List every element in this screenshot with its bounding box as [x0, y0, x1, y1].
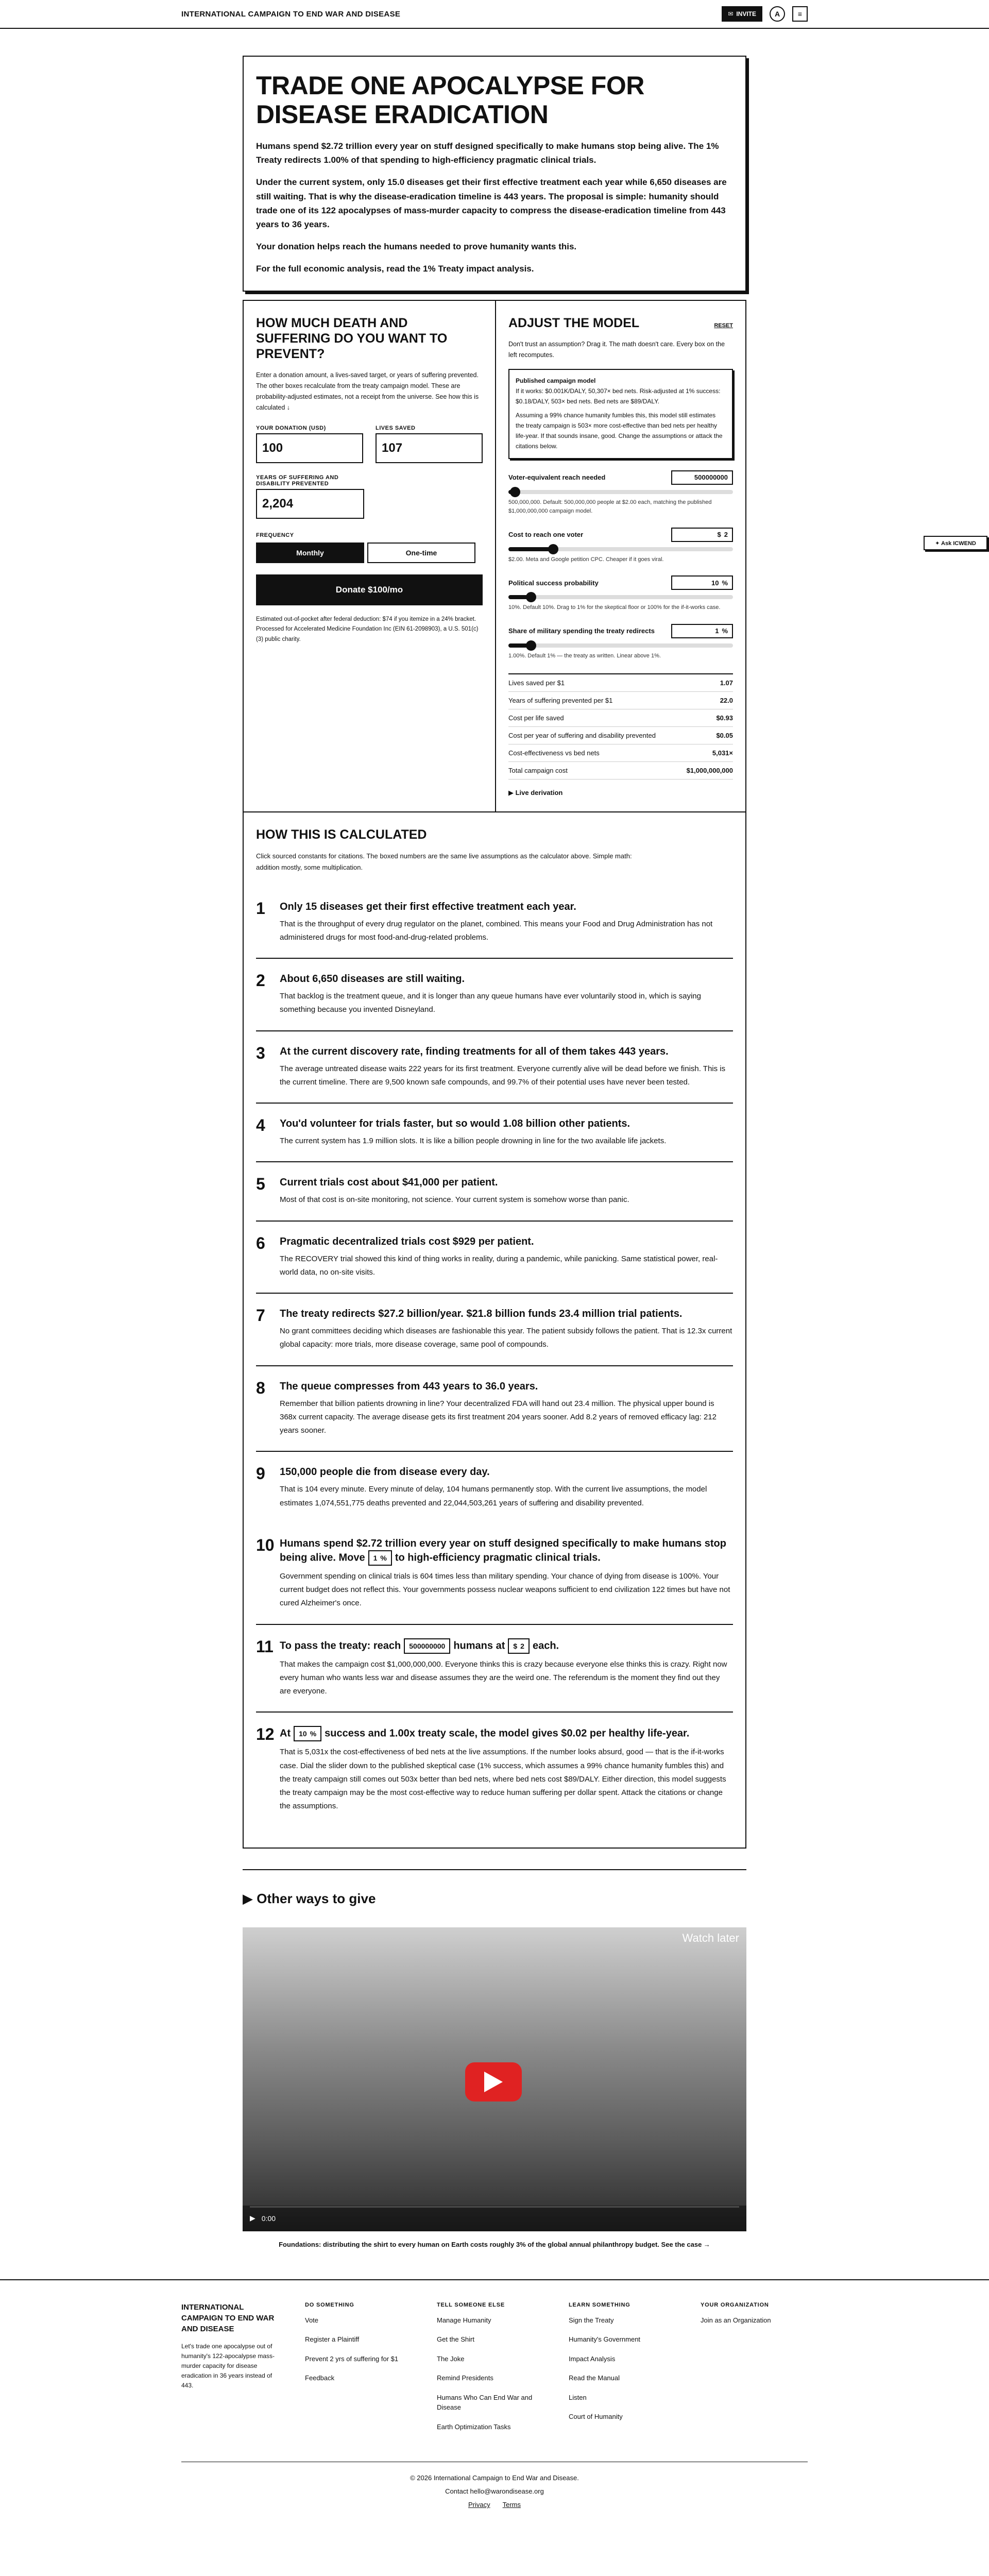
step-number: 9 [256, 1464, 265, 1483]
hero-paragraph-4[interactable]: For the full economic analysis, read the 1% Treaty impact analysis. [256, 264, 534, 274]
step-title: Only 15 diseases get their first effective treatment each year. [280, 901, 576, 912]
adjust-title: ADJUST THE MODEL [508, 315, 640, 330]
step-text: That makes the campaign cost $1,000,000,000. Everyone thinks this is crazy because everyone else thinks this is crazy. Right now every human who wants less war and disease assumes they are the weird one. The referendum is the moment they find out they are everyone. [280, 1659, 727, 1696]
video-caption[interactable]: Foundations: distributing the shirt to every human on Earth costs roughly 3% of the global annual philanthropy budget. See the case → [279, 2240, 710, 2248]
footer-column [569, 2302, 676, 2442]
step-text: The current system has 1.9 million slots. It is like a billion people drowning in line for the two available life jackets. [280, 1137, 667, 1146]
step-text: No grant committees deciding which diseases are fashionable this year. The patient subsidy follows the patient. That is 12.3x current global capacity: more trials, more disease coverage, same pool of compounds. [280, 1327, 732, 1349]
step-title: At the current discovery rate, finding treatments for all of them takes 443 years. [280, 1045, 669, 1057]
hero-paragraph-3: Your donation helps reach the humans needed to prove humanity wants this. [256, 242, 577, 252]
copyright: © 2026 International Campaign to End War and Disease. [410, 2474, 579, 2482]
step-5 [256, 1162, 733, 1221]
footer-link[interactable]: The Joke [437, 2354, 465, 2363]
result-label: Total campaign cost [508, 766, 568, 774]
step-title: Pragmatic decentralized trials cost $929 per patient. [280, 1235, 534, 1247]
step-text: That is the throughput of every drug regulator on the planet, combined. This means your Food and Drug Administration has not administered drugs for most food-and-drug-related problems. [280, 919, 713, 942]
slider-label: Political success probability [508, 579, 599, 587]
step-number: 8 [256, 1378, 265, 1397]
slider-label: Cost to reach one voter [508, 531, 584, 539]
step-number: 11 [256, 1637, 274, 1656]
unit-suffix: % [722, 579, 728, 587]
years-label: YEARS OF SUFFERING AND DISABILITY PREVENTED [256, 474, 339, 487]
donation-label: YOUR DONATION (USD) [256, 425, 326, 431]
footer-link[interactable]: Read the Manual [569, 2374, 620, 2382]
hero-card [243, 56, 746, 292]
result-label: Cost per year of suffering and disability prevented [508, 731, 656, 739]
slider-value: 2 [724, 531, 728, 539]
hamburger-menu-icon[interactable]: ≡ [792, 6, 808, 22]
donation-input[interactable]: 100 [256, 433, 363, 463]
result-row [508, 762, 733, 779]
video-controls [243, 2206, 746, 2231]
step-title-part: each. [532, 1640, 559, 1652]
ask-assistant-button[interactable]: ✦ Ask ICWEND [924, 536, 987, 550]
slider-value-input[interactable] [671, 575, 733, 590]
result-value: $1,000,000,000 [686, 766, 733, 774]
cost-value: 2 [520, 1641, 524, 1650]
footer-link[interactable]: Prevent 2 yrs of suffering for $1 [305, 2354, 399, 2363]
donation-calculator [244, 301, 496, 811]
slider-handle[interactable] [526, 592, 536, 602]
result-label: Cost per life saved [508, 714, 564, 722]
slider-fill [508, 547, 553, 551]
step-text: Most of that cost is on-site monitoring, not science. Your current system is somehow worse than panic. [280, 1195, 629, 1205]
adjust-intro: Don't trust an assumption? Drag it. The math doesn't care. Every box on the left recomputes. [508, 340, 725, 359]
page-title: TRADE ONE APOCALYPSE FOR DISEASE ERADICATION [256, 71, 644, 129]
footer-link[interactable]: Humans Who Can End War and Disease [437, 2393, 533, 2412]
frequency-label: FREQUENCY [256, 532, 294, 538]
success-value: 10 [299, 1730, 307, 1738]
step-title-part: success and 1.00x treaty scale, the model gives $0.02 per healthy life-year. [325, 1727, 690, 1739]
contact-link[interactable]: Contact hello@warondisease.org [445, 2487, 544, 2496]
invite-button[interactable] [722, 6, 762, 22]
step-title-part: At [280, 1727, 291, 1739]
footer-link[interactable]: Humanity's Government [569, 2335, 641, 2344]
step-2 [256, 959, 733, 1031]
footer-link[interactable]: Sign the Treaty [569, 2316, 614, 2324]
result-row [508, 674, 733, 692]
footer-link[interactable]: Impact Analysis [569, 2354, 616, 2363]
step-number: 5 [256, 1175, 265, 1194]
step-number: 3 [256, 1043, 265, 1062]
step-text: That backlog is the treatment queue, and it is longer than any queue humans have ever voluntarily stood in, which is saying something because you invented Disneyland. [280, 992, 701, 1014]
slider-label: Share of military spending the treaty redirects [508, 627, 655, 635]
slider-handle[interactable] [548, 544, 558, 554]
footer-brand: INTERNATIONAL CAMPAIGN TO END WAR AND DISEASE [181, 2302, 275, 2333]
reset-button[interactable]: RESET [714, 322, 733, 329]
slider-track[interactable] [508, 547, 733, 551]
result-row [508, 727, 733, 744]
step-number: 10 [256, 1535, 275, 1554]
step-text: The RECOVERY trial showed this kind of thing works in reality, during a pandemic, while panicking. Same statistical power, real-world data, no on-site visits. [280, 1254, 718, 1277]
slider-value: 10 [711, 579, 719, 587]
step-text: That is 5,031x the cost-effectiveness of bed nets at the live assumptions. If the number looks absurd, good — that is the if-it-works case. Dial the slider down to the published skeptical case (1% success, which assumes a 99% chance humanity fumbles this) and the treaty campaign still comes out 503x better than bed nets, where bed nets cost $89/DALY. Either direction, this model suggests the treaty campaign may be the most cost-effective way to reduce human suffering per dollar spent. Attack the citations or change the assumptions. [280, 1748, 726, 1811]
footer-link[interactable]: Manage Humanity [437, 2316, 491, 2324]
step-10 [256, 1523, 733, 1625]
step-number: 4 [256, 1116, 265, 1135]
footer-link[interactable]: Register a Plaintiff [305, 2335, 360, 2344]
result-row [508, 744, 733, 762]
step-title-part: Humans spend $2.72 trillion every year on stuff designed specifically to make humans stop being alive. Move [280, 1537, 726, 1564]
redirect-share-input[interactable]: 1 % [368, 1550, 392, 1566]
success-input[interactable]: 10 % [294, 1726, 321, 1741]
cost-input[interactable]: $ 2 [508, 1638, 530, 1654]
step-number: 6 [256, 1233, 265, 1252]
footer-link[interactable]: Feedback [305, 2374, 335, 2382]
slider-note: 10%. Default 10%. Drag to 1% for the skeptical floor or 100% for the if-it-works case. [508, 604, 721, 611]
unit-prefix: $ [717, 531, 721, 539]
live-derivation-toggle[interactable]: ▶ Live derivation [508, 788, 563, 796]
footer-column-heading: DO SOMETHING [305, 2301, 354, 2308]
step-text: That is 104 every minute. Every minute of delay, 104 humans permanently stop. With the current live assumptions, the model estimates 1,074,551,775 deaths prevented and 22,044,503,261 years of suffering and disability prevented. [280, 1485, 707, 1507]
slider-value: 500000000 [694, 473, 728, 482]
result-row [508, 709, 733, 727]
adjust-model-panel [496, 301, 745, 811]
other-ways-toggle[interactable]: ▶ Other ways to give [243, 1869, 746, 1907]
step-12 [256, 1713, 733, 1826]
published-text-2: Assuming a 99% chance humanity fumbles this, this model still estimates the treaty campaign is 503× more cost-effective than bed nets per healthy life-year. If that sounds insane, good. Change the assumptions or attack the citations below. [516, 412, 723, 450]
slider-note: $2.00. Meta and Google petition CPC. Cheaper if it goes viral. [508, 556, 664, 563]
invite-label: INVITE [736, 10, 756, 18]
footer-column-heading: LEARN SOMETHING [569, 2301, 630, 2308]
how-calculated-section [244, 812, 745, 1848]
result-value: 5,031× [712, 749, 733, 757]
footer-column-heading: YOUR ORGANIZATION [701, 2301, 769, 2308]
privacy-link[interactable]: Privacy [468, 2501, 490, 2509]
slider-label: Voter-equivalent reach needed [508, 473, 606, 482]
footer-link[interactable]: Earth Optimization Tasks [437, 2422, 511, 2431]
footer-link[interactable]: Join as an Organization [701, 2316, 771, 2324]
model-slider [508, 624, 733, 661]
top-nav [0, 0, 989, 29]
unit-suffix: % [722, 627, 728, 635]
footer-column-heading: TELL SOMEONE ELSE [437, 2301, 505, 2308]
step-title: 150,000 people die from disease every day. [280, 1466, 490, 1478]
published-title: Published campaign model [516, 377, 596, 384]
slider-value: 1 [715, 627, 719, 635]
footer-link[interactable]: Listen [569, 2393, 587, 2401]
step-title-part: humans at [453, 1640, 505, 1652]
how-intro: Click sourced constants for citations. The boxed numbers are the same live assumptions as the calculator above. Simple math: addition mostly, some multiplication. [256, 852, 632, 871]
lives-label: LIVES SAVED [376, 425, 416, 431]
slider-track[interactable] [508, 643, 733, 648]
frequency-one-time-toggle[interactable]: One-time [367, 543, 475, 563]
step-title: About 6,650 diseases are still waiting. [280, 973, 465, 985]
published-model-box [508, 369, 733, 459]
slider-handle[interactable] [526, 640, 536, 651]
step-title: The queue compresses from 443 years to 36.0 years. [280, 1380, 538, 1392]
hero-paragraph-1: Humans spend $2.72 trillion every year on stuff designed specifically to make humans stop being alive. The 1% Treaty redirects 1.00% of that spending to high-efficiency pragmatic clinical trials. [256, 141, 719, 165]
slider-value-input[interactable] [671, 528, 733, 542]
watch-later-button[interactable]: Watch later [682, 1931, 739, 1944]
how-title: HOW THIS IS CALCULATED [256, 827, 427, 842]
slider-value-input[interactable] [671, 470, 733, 485]
result-value: $0.93 [716, 714, 733, 722]
result-value: $0.05 [716, 731, 733, 739]
video-player[interactable] [243, 1927, 746, 2231]
step-9 [256, 1452, 733, 1523]
calculator-section [243, 300, 746, 1849]
years-input[interactable]: 2,204 [256, 489, 364, 519]
lives-input[interactable]: 107 [376, 433, 483, 463]
result-row [508, 692, 733, 709]
result-label: Years of suffering prevented per $1 [508, 696, 613, 704]
step-text: The average untreated disease waits 222 years for its first treatment. Everyone currently alive will be dead before we finish. This is the current timeline. There are 9,500 known safe compounds, and 99.7% of their potential uses have never been tested. [280, 1064, 726, 1087]
footer-blurb: Let's trade one apocalypse out of humanity's 122-apocalypse mass-murder capacity for disease eradication in 36 years instead of 443. [181, 2342, 275, 2389]
slider-track[interactable] [508, 490, 733, 494]
reach-value: 500000000 [409, 1641, 446, 1650]
video-time: 0:00 [261, 2214, 276, 2223]
step-11 [256, 1625, 733, 1713]
terms-link[interactable]: Terms [502, 2501, 521, 2509]
slider-note: 500,000,000. Default: 500,000,000 people at $2.00 each, matching the published $1,000,000,000 campaign model. [508, 499, 712, 515]
result-label: Lives saved per $1 [508, 679, 565, 687]
site-footer [0, 2279, 989, 2522]
slider-track[interactable] [508, 595, 733, 599]
result-value: 1.07 [720, 679, 733, 687]
step-4 [256, 1104, 733, 1162]
footer-link[interactable]: Court of Humanity [569, 2413, 623, 2421]
step-text: Remember that billion patients drowning in line? Your decentralized FDA will hand out 23.4 million. The physical upper bound is 368x current capacity. The average disease gets its first treatment 204 years sooner. Add 8.2 years of removed efficacy lag: 212 years sooner. [280, 1399, 717, 1435]
step-number: 2 [256, 971, 265, 990]
result-label: Cost-effectiveness vs bed nets [508, 749, 600, 757]
calculator-title: HOW MUCH DEATH AND SUFFERING DO YOU WANT TO PREVENT? [256, 315, 448, 361]
published-text-1: If it works: $0.001K/DALY, 50,307× bed nets. Risk-adjusted at 1% success: $0.18/DALY, 503× bed nets. Bed nets are $89/DALY. [516, 387, 721, 405]
footer-link[interactable]: Vote [305, 2316, 319, 2324]
model-slider [508, 470, 733, 516]
gift-icon: ✉ [728, 10, 734, 18]
slider-value-input[interactable] [671, 624, 733, 638]
step-number: 1 [256, 899, 265, 918]
model-slider [508, 528, 733, 565]
play-small-icon[interactable]: ▶ [250, 2214, 255, 2223]
slider-note: 1.00%. Default 1% — the treaty as written. Linear above 1%. [508, 652, 661, 659]
hero-paragraph-2: Under the current system, only 15.0 diseases get their first effective treatment each year while 6,650 diseases are still waiting. That is why the disease-eradication timeline is 443 years. The proposal is simple: humanity should trade one of its 122 apocalypses of mass-murder capacity to compress the disease-eradication timeline from 443 years to 36 years. [256, 177, 727, 229]
step-title: You'd volunteer for trials faster, but so would 1.08 billion other patients. [280, 1118, 630, 1130]
footer-link[interactable]: Remind Presidents [437, 2374, 493, 2382]
frequency-monthly-toggle[interactable]: Monthly [256, 543, 364, 563]
redirect-share-value: 1 [373, 1553, 378, 1562]
step-1 [256, 887, 733, 959]
step-6 [256, 1222, 733, 1294]
step-3 [256, 1031, 733, 1104]
step-title: Current trials cost about $41,000 per patient. [280, 1177, 498, 1189]
model-slider [508, 575, 733, 613]
reach-input[interactable] [404, 1638, 450, 1654]
calculator-intro: Enter a donation amount, a lives-saved target, or years of suffering prevented. The other boxes recalculate from the treaty campaign model. These are probability-adjusted estimates, not a receipt from the universe. See how this is calculated ↓ [256, 371, 479, 412]
donate-button[interactable]: Donate $100/mo [256, 574, 483, 605]
footer-link[interactable]: Get the Shirt [437, 2335, 474, 2344]
result-value: 22.0 [720, 696, 733, 704]
step-title-part: to high-efficiency pragmatic clinical trials. [395, 1552, 601, 1564]
step-text: Government spending on clinical trials is 604 times less than military spending. Your chance of dying from disease is 100%. Your current budget does not reflect this. Your governments possess nuclear weapons sufficient to end civilization 122 times but have not cured Alzheimer's once. [280, 1571, 730, 1608]
footer-column [701, 2302, 808, 2442]
step-number: 7 [256, 1306, 265, 1325]
step-number: 12 [256, 1725, 275, 1744]
step-7 [256, 1294, 733, 1366]
footer-column [305, 2302, 412, 2442]
results-table [508, 673, 733, 779]
account-avatar[interactable]: A [770, 6, 785, 22]
step-title-part: To pass the treaty: reach [280, 1640, 401, 1652]
slider-handle[interactable] [510, 487, 520, 497]
brand-link[interactable]: INTERNATIONAL CAMPAIGN TO END WAR AND DISEASE [181, 9, 401, 19]
tax-fine-print: Estimated out-of-pocket after federal deduction: $74 if you itemize in a 24% bracket. Processed for Accelerated Medicine Foundation Inc (EIN 61-2098903), a U.S. 501(c)(3) public charity. [256, 616, 479, 642]
play-icon[interactable] [465, 2062, 522, 2102]
step-title: The treaty redirects $27.2 billion/year. $21.8 billion funds 23.4 million trial patients. [280, 1308, 683, 1320]
step-8 [256, 1366, 733, 1452]
nav-actions [722, 6, 808, 22]
footer-column [437, 2302, 544, 2442]
